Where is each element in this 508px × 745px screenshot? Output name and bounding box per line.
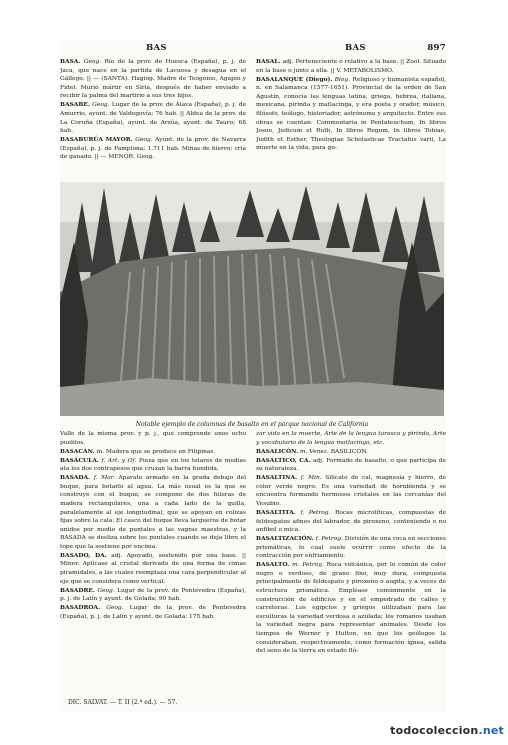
column-bottom-left [60,430,246,692]
entry: BASACÁN. m. Madera que se produce en Filipinas. [60,447,216,455]
entry: zar vida en la muerte, Arte de la lengua tarasca y pirinda, Arte y vocabulario de la lengua matlacinga, etc. [256,431,446,446]
entry: BASA. Geog. Río de la prov. de Huesca (España), p. j. de Jaca, que nace en la partida de Lacuesa y desagua en el Gállego. || — (SANTA). Hagiog. Madre de Teogonio, Agapio y Fidel. Murió mártir en Siria, después de haber enviado a recibir la palma del martirio a sus tres hijos. [60,58,246,100]
basalt-columns-photo [60,182,444,416]
page-footer: DIC. SALVAT. — T. II (2.ª ed.). — 57. [68,699,178,706]
entry: BASADROA. Geog. Lugar de la prov. de Pontevedra (España), p. j. de Lalín y ayunt. de Golada; 175 hab. [60,604,246,620]
entry: BASADRE. Geog. Lugar de la prov. de Pontevedra (España), p. j. de Lalín y ayunt. de Golada; 90 hab. [60,586,246,603]
entry: BASABE. Geog. Lugar de la prov. de Álava (España), p. j. de Amurrio, ayunt. de Valdegovía; 76 hab. || Aldea de la prov. de La Coruña (España), ayunt. de Arzúa, ayunt. de Tauro; 68 hab. [60,101,246,135]
photo-illustration [60,182,444,416]
entry: BASÁCULA. f. Art. y Of. Pieza que en los telares de medias ata los dos contrapesos que cruzan la barra hundida. [60,456,246,473]
column-bottom-right [256,430,446,692]
entry: BASABURÚA MAYOR. Geog. Ayunt. de la prov. de Navarra (España), p. j. de Pamplona; 1.711 hab. Minas de hierro; cría de ganado. || — MENOR. Geog. [60,136,246,161]
entry: BASALTITA. f. Petrog. Rocas microlíticas, compuestas de feldespatos afines del labrador, de piroxeno, conteniendo o no anfíbol o mica. [256,508,446,534]
photo-caption: Notable ejemplo de columnas de basalto en el parque nacional de California [135,421,369,428]
entry: BASALTIZACIÓN. f. Petrog. División de una roca en secciones prismáticas, lo cual suele ocurrir como efecto de la contracción por enfriamiento. [256,535,446,560]
column-top-left [60,58,246,194]
column-top-right [256,58,446,194]
running-head-right: BAS [345,43,366,53]
running-head [60,43,446,55]
entry: BASADO, DA. adj. Apoyado, sostenido por una base. || Miner. Aplícase al cristal derivado de una forma de cimas piramidales, a las cuales reemplaza una cara perpendicular al eje que se considera como vertical. [60,551,246,585]
entry: BASALTINA. f. Min. Silicato de cal, magnesia y hierro, de color verde negro. Es una variedad de hornblenda y se encuentra formando hermosos cristales en las cercanías del Vesubio. [256,474,446,507]
encyclopedia-page [60,40,446,712]
entry: BASÁLTICO, CA. adj. Formado de basalto, o que participa de su naturaleza. [256,456,446,473]
entry: BASALICÓN. m. Venez. BASILICÓN. [256,447,368,455]
entry: BASADA. f. Mar. Aparato armado en la grada debajo del buque, para botarlo al agua. La más usual es la que se construye con el buque; se compone de dos hileras de madera rectangulares, una a cada lado de la quilla, paralelamente al eje longitudinal, que se apoyan en colizas fijas sobre la cala. El casco del buque lleva largueros de botar unidos por medio de puntales a las vagras maestras, y la BASADA se desliza sobre los puntales cuando se deja libre el tope que la sostiene por encima. [60,474,246,550]
entry: BASAL. adj. Perteneciente o relativo a la base. || Zool. Situado en la base o junto a ella. || V. METABOLISMO. [256,58,446,74]
watermark-logo: todocoleccion.net [390,724,504,737]
entry: BASALTO. m. Petrog. Roca volcánica, por lo común de color negro o verdoso, de grano fino, muy dura, compuesta principalmente de feldespato y piroxeno o augita, y a veces de estructura prismática. Empléase comúnmente en la construcción de edificios y en el empedrado de calles y carreteras. Los egipcios y griegos utilizaban para las esculturas la variedad verdosa o azulada; los romanos usaban la variedad negra para representar animales. Desde los tiempos de Werner y Hutton, en que los geólogos la consideraban, respectivamente, como formación ígnea, salida del seno de la tierra en estado flú- [256,561,446,655]
entry: Valle de la misma prov. y p. j., que comprende unos ocho pueblos. [60,431,246,446]
running-head-left: BAS [146,43,167,53]
page-number: 897 [427,43,446,53]
entry: BASALANQUE (Diego). Biog. Religioso y humanista español, n. en Salamanca (1577-1651). Provincial de la orden de San Agustín, conocía las lenguas latina, griega, hebrea, italiana, mexicana, pirinda y matlacinga, y era poeta y orador, músico, filósofo, teólogo, historiador, astrónomo y arquitecto. Entre sus obras se cuentan: Commentaria in Pentateuchum, In libros Josue, Judicum et Ruth, In libros Regum, In libros Tobiae, Judith et Esther, Theologiae Scholasticae Tractatus varii, La muerte en la vida, para go- [256,75,446,152]
